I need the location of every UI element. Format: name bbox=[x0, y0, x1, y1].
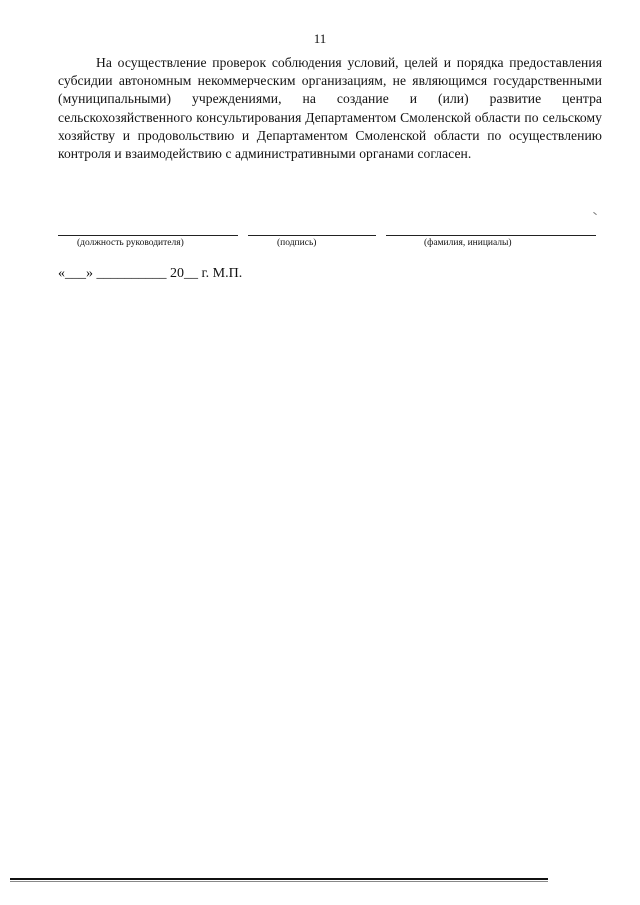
name-signature-line bbox=[386, 235, 596, 236]
position-caption: (должность руководителя) bbox=[77, 238, 184, 248]
scan-mark bbox=[593, 212, 597, 215]
name-caption: (фамилия, инициалы) bbox=[424, 238, 512, 248]
bottom-rule bbox=[10, 878, 548, 880]
consent-paragraph: На осуществление проверок соблюдения условий, целей и порядка предоставления субсидии автономным некоммерческим организациям, не являющимся государственными (муниципальными) учреждениями, на создание и (или) развитие центра сельскохозяйственного консультирования Департаментом Смоленской области по сельскому хозяйству и продовольствию и Департаментом Смоленской области по осуществлению контроля и взаимодействию с административными органами согласен. bbox=[58, 55, 602, 162]
page-number: 11 bbox=[313, 31, 327, 46]
position-signature-line bbox=[58, 235, 238, 236]
bottom-rule-shadow bbox=[10, 881, 548, 882]
signature-line bbox=[248, 235, 376, 236]
signature-caption: (подпись) bbox=[277, 238, 317, 248]
date-and-stamp-line: «___» __________ 20__ г. М.П. bbox=[58, 266, 243, 281]
